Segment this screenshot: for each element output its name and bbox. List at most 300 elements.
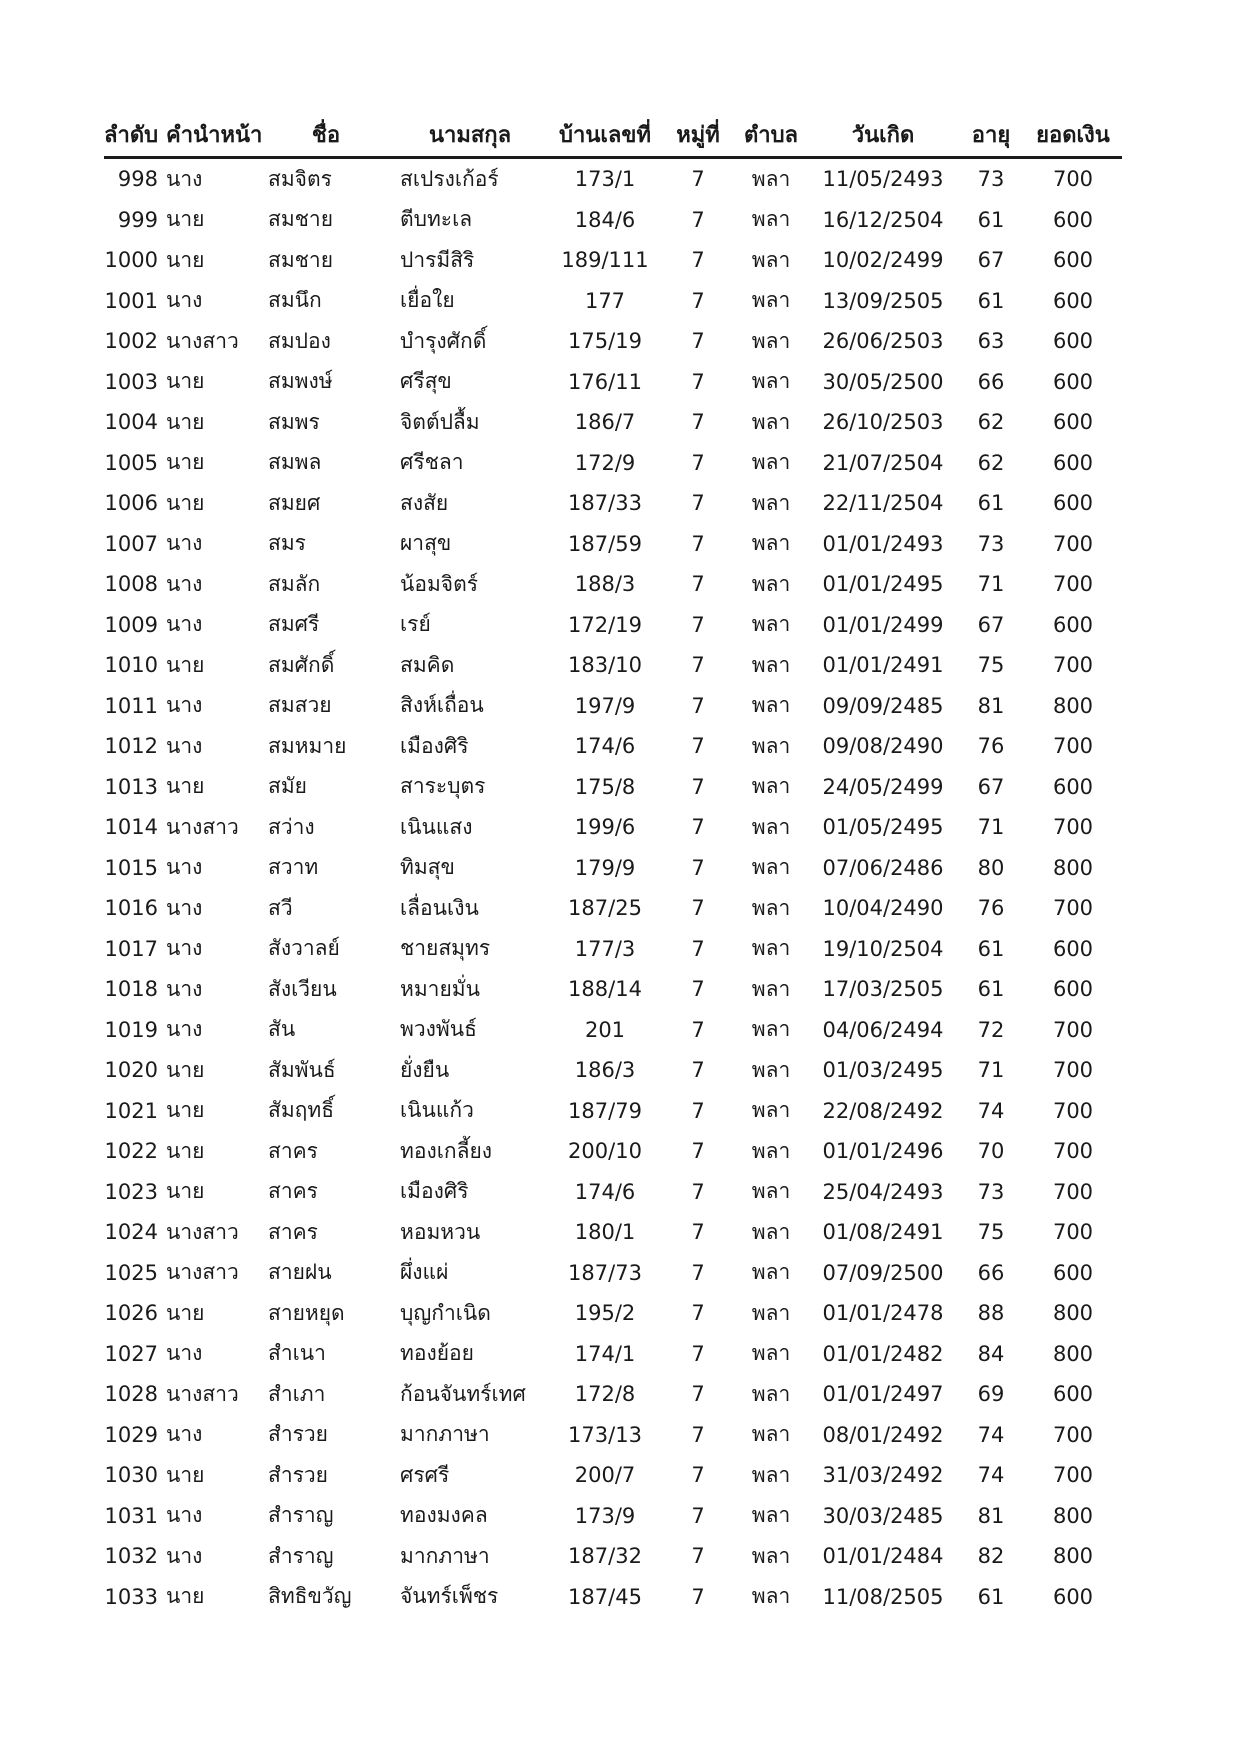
cell-last-name: ก้อนจันทร์เทศ — [400, 1381, 526, 1406]
cell-first-name: สวี — [268, 895, 293, 920]
cell-amount: 700 — [1052, 734, 1094, 759]
cell-last-name: ชายสมุทร — [400, 936, 491, 961]
cell-house-number: 174/6 — [574, 1179, 636, 1204]
cell-no: 1026 — [104, 1301, 158, 1326]
cell-moo: 7 — [691, 1220, 705, 1245]
cell-title: นาง — [166, 288, 203, 313]
cell-house-number: 188/3 — [574, 572, 636, 597]
cell-age: 81 — [977, 693, 1005, 718]
cell-moo: 7 — [691, 612, 705, 637]
cell-birth-date: 01/03/2495 — [822, 1058, 944, 1083]
cell-no: 1029 — [104, 1422, 158, 1447]
cell-moo: 7 — [691, 896, 705, 921]
cell-tambon: พลา — [751, 1543, 791, 1568]
cell-birth-date: 11/05/2493 — [822, 167, 944, 192]
cell-last-name: ตีบทะเล — [400, 207, 473, 232]
cell-first-name: สัน — [268, 1017, 296, 1042]
cell-birth-date: 22/11/2504 — [822, 491, 944, 516]
cell-no: 1016 — [104, 896, 158, 921]
cell-no: 1005 — [104, 450, 158, 475]
cell-moo: 7 — [691, 1382, 705, 1407]
cell-last-name: สงสัย — [400, 490, 449, 515]
cell-birth-date: 10/04/2490 — [822, 896, 944, 921]
table-row — [104, 807, 1122, 848]
cell-first-name: สมัย — [268, 774, 307, 799]
cell-moo: 7 — [691, 1139, 705, 1164]
cell-age: 73 — [977, 167, 1005, 192]
header-last-name: นามสกุล — [392, 112, 548, 158]
cell-amount: 700 — [1052, 531, 1094, 556]
cell-no: 1024 — [104, 1220, 158, 1245]
table-row — [104, 443, 1122, 484]
cell-birth-date: 07/06/2486 — [822, 855, 944, 880]
cell-no: 1031 — [104, 1503, 158, 1528]
cell-birth-date: 01/01/2482 — [822, 1341, 944, 1366]
cell-amount: 700 — [1052, 572, 1094, 597]
cell-moo: 7 — [691, 1584, 705, 1609]
cell-moo: 7 — [691, 450, 705, 475]
cell-no: 1003 — [104, 369, 158, 394]
cell-moo: 7 — [691, 855, 705, 880]
cell-first-name: สำเภา — [268, 1381, 326, 1406]
cell-first-name: สมหมาย — [268, 733, 347, 758]
cell-age: 71 — [977, 815, 1005, 840]
cell-amount: 700 — [1052, 1220, 1094, 1245]
cell-last-name: หอมหวน — [400, 1219, 481, 1244]
cell-tambon: พลา — [751, 652, 791, 677]
cell-amount: 700 — [1052, 1139, 1094, 1164]
cell-last-name: เนินแก้ว — [400, 1098, 474, 1123]
cell-house-number: 175/19 — [568, 329, 642, 354]
cell-amount: 700 — [1052, 1017, 1094, 1042]
cell-first-name: สมจิตร — [268, 166, 332, 191]
cell-first-name: สมลัก — [268, 571, 321, 596]
cell-tambon: พลา — [751, 733, 791, 758]
cell-tambon: พลา — [751, 288, 791, 313]
cell-first-name: สายหยุด — [268, 1300, 345, 1325]
cell-title: นาง — [166, 166, 203, 191]
cell-amount: 600 — [1052, 207, 1094, 232]
cell-house-number: 187/25 — [568, 896, 642, 921]
cell-tambon: พลา — [751, 895, 791, 920]
cell-first-name: สังวาลย์ — [268, 936, 340, 961]
cell-title: นางสาว — [166, 1219, 239, 1244]
header-row — [104, 112, 1122, 158]
cell-moo: 7 — [691, 1301, 705, 1326]
cell-tambon: พลา — [751, 1219, 791, 1244]
cell-tambon: พลา — [751, 1017, 791, 1042]
cell-tambon: พลา — [751, 571, 791, 596]
cell-age: 73 — [977, 1179, 1005, 1204]
cell-title: นาง — [166, 693, 203, 718]
cell-birth-date: 01/01/2493 — [822, 531, 944, 556]
cell-age: 80 — [977, 855, 1005, 880]
cell-tambon: พลา — [751, 369, 791, 394]
cell-moo: 7 — [691, 1098, 705, 1123]
cell-house-number: 172/19 — [568, 612, 642, 637]
cell-birth-date: 26/10/2503 — [822, 410, 944, 435]
header-age: อายุ — [958, 112, 1024, 158]
cell-age: 76 — [977, 734, 1005, 759]
cell-age: 67 — [977, 774, 1005, 799]
cell-no: 1015 — [104, 855, 158, 880]
table-row — [104, 605, 1122, 646]
cell-no: 1025 — [104, 1260, 158, 1285]
cell-title: นางสาว — [166, 328, 239, 353]
header-first-name: ชื่อ — [260, 112, 392, 158]
header-house-number: บ้านเลขที่ — [548, 112, 662, 158]
cell-moo: 7 — [691, 936, 705, 961]
cell-birth-date: 08/01/2492 — [822, 1422, 944, 1447]
cell-amount: 600 — [1052, 774, 1094, 799]
cell-amount: 600 — [1052, 329, 1094, 354]
cell-last-name: มากภาษา — [400, 1422, 490, 1447]
cell-house-number: 183/10 — [568, 653, 642, 678]
cell-amount: 600 — [1052, 936, 1094, 961]
cell-amount: 600 — [1052, 288, 1094, 313]
cell-first-name: สมศรี — [268, 612, 320, 637]
table-row — [104, 1253, 1122, 1294]
cell-title: นาง — [166, 1341, 203, 1366]
table-row — [104, 200, 1122, 241]
cell-last-name: ศรศรี — [400, 1462, 450, 1487]
cell-last-name: ยั่งยืน — [400, 1057, 450, 1082]
cell-amount: 700 — [1052, 896, 1094, 921]
cell-last-name: เมืองศิริ — [400, 1179, 469, 1204]
cell-no: 1033 — [104, 1584, 158, 1609]
table-row — [104, 362, 1122, 403]
cell-last-name: ทองมงคล — [400, 1503, 488, 1528]
cell-no: 1022 — [104, 1139, 158, 1164]
cell-moo: 7 — [691, 1017, 705, 1042]
cell-tambon: พลา — [751, 247, 791, 272]
cell-tambon: พลา — [751, 693, 791, 718]
cell-no: 999 — [117, 207, 158, 232]
cell-house-number: 186/3 — [574, 1058, 636, 1083]
cell-last-name: ปารมีสิริ — [400, 247, 475, 272]
cell-birth-date: 01/05/2495 — [822, 815, 944, 840]
cell-birth-date: 07/09/2500 — [822, 1260, 944, 1285]
cell-amount: 700 — [1052, 815, 1094, 840]
cell-house-number: 187/73 — [568, 1260, 642, 1285]
cell-house-number: 187/79 — [568, 1098, 642, 1123]
cell-title: นาย — [166, 774, 205, 799]
cell-title: นาย — [166, 409, 205, 434]
cell-no: 998 — [117, 167, 158, 192]
cell-tambon: พลา — [751, 1422, 791, 1447]
cell-birth-date: 26/06/2503 — [822, 329, 944, 354]
cell-moo: 7 — [691, 531, 705, 556]
cell-last-name: เลื่อนเงิน — [400, 895, 479, 920]
cell-house-number: 177/3 — [574, 936, 636, 961]
cell-last-name: หมายมั่น — [400, 976, 480, 1001]
cell-age: 74 — [977, 1422, 1005, 1447]
cell-title: นางสาว — [166, 1260, 239, 1285]
table-body — [104, 158, 1122, 1618]
cell-first-name: สมพงษ์ — [268, 369, 333, 394]
cell-house-number: 201 — [584, 1017, 626, 1042]
cell-title: นางสาว — [166, 814, 239, 839]
cell-first-name: สำราญ — [268, 1503, 334, 1528]
cell-tambon: พลา — [751, 1503, 791, 1528]
cell-birth-date: 01/08/2491 — [822, 1220, 944, 1245]
cell-moo: 7 — [691, 491, 705, 516]
cell-house-number: 187/32 — [568, 1544, 642, 1569]
cell-first-name: สัมพันธ์ — [268, 1057, 336, 1082]
cell-no: 1001 — [104, 288, 158, 313]
cell-house-number: 197/9 — [574, 693, 636, 718]
cell-house-number: 175/8 — [574, 774, 636, 799]
cell-moo: 7 — [691, 1463, 705, 1488]
cell-last-name: ศรีสุข — [400, 369, 452, 394]
table-row — [104, 767, 1122, 808]
cell-birth-date: 10/02/2499 — [822, 248, 944, 273]
cell-tambon: พลา — [751, 1462, 791, 1487]
cell-last-name: สเปรงเก้อร์ — [400, 166, 499, 191]
cell-no: 1023 — [104, 1179, 158, 1204]
cell-amount: 600 — [1052, 410, 1094, 435]
cell-last-name: เยื่อใย — [400, 288, 455, 313]
cell-moo: 7 — [691, 815, 705, 840]
cell-age: 74 — [977, 1098, 1005, 1123]
cell-tambon: พลา — [751, 328, 791, 353]
header-no: ลำดับ — [104, 112, 166, 158]
cell-first-name: สวาท — [268, 855, 319, 880]
table-row — [104, 483, 1122, 524]
cell-moo: 7 — [691, 1544, 705, 1569]
cell-title: นาง — [166, 976, 203, 1001]
cell-last-name: บำรุงศักดิ์ — [400, 328, 487, 353]
cell-amount: 700 — [1052, 167, 1094, 192]
cell-tambon: พลา — [751, 774, 791, 799]
cell-title: นาย — [166, 1138, 205, 1163]
cell-title: นาย — [166, 1462, 205, 1487]
cell-tambon: พลา — [751, 855, 791, 880]
cell-last-name: ผาสุข — [400, 531, 452, 556]
cell-last-name: ทองเกลี้ยง — [400, 1138, 493, 1163]
cell-birth-date: 21/07/2504 — [822, 450, 944, 475]
cell-house-number: 200/10 — [568, 1139, 642, 1164]
cell-age: 71 — [977, 572, 1005, 597]
cell-moo: 7 — [691, 1058, 705, 1083]
cell-tambon: พลา — [751, 207, 791, 232]
cell-age: 67 — [977, 248, 1005, 273]
cell-age: 69 — [977, 1382, 1005, 1407]
cell-title: นาย — [166, 1584, 205, 1609]
cell-amount: 600 — [1052, 1584, 1094, 1609]
cell-last-name: สมคิด — [400, 652, 455, 677]
cell-title: นาย — [166, 1057, 205, 1082]
cell-birth-date: 01/01/2497 — [822, 1382, 944, 1407]
elderly-allowance-table — [104, 112, 1122, 1617]
cell-age: 72 — [977, 1017, 1005, 1042]
header-tambon: ตำบล — [734, 112, 808, 158]
cell-moo: 7 — [691, 693, 705, 718]
cell-age: 66 — [977, 369, 1005, 394]
table-row — [104, 1536, 1122, 1577]
cell-age: 63 — [977, 329, 1005, 354]
table-row — [104, 1050, 1122, 1091]
cell-title: นาย — [166, 490, 205, 515]
cell-tambon: พลา — [751, 814, 791, 839]
cell-tambon: พลา — [751, 1057, 791, 1082]
cell-birth-date: 25/04/2493 — [822, 1179, 944, 1204]
cell-house-number: 177 — [584, 288, 626, 313]
header-birth-date: วันเกิด — [808, 112, 958, 158]
cell-age: 61 — [977, 1584, 1005, 1609]
cell-amount: 800 — [1052, 1341, 1094, 1366]
cell-tambon: พลา — [751, 531, 791, 556]
cell-last-name: จิตต์ปลื้ม — [400, 409, 480, 434]
cell-house-number: 188/14 — [568, 977, 642, 1002]
cell-age: 88 — [977, 1301, 1005, 1326]
cell-tambon: พลา — [751, 450, 791, 475]
cell-house-number: 195/2 — [574, 1301, 636, 1326]
cell-amount: 700 — [1052, 653, 1094, 678]
cell-first-name: สำราญ — [268, 1543, 334, 1568]
cell-no: 1011 — [104, 693, 158, 718]
cell-last-name: เรย์ — [400, 612, 431, 637]
cell-title: นาง — [166, 733, 203, 758]
table-row — [104, 1334, 1122, 1375]
cell-title: นาย — [166, 369, 205, 394]
cell-first-name: สายฝน — [268, 1260, 332, 1285]
cell-amount: 800 — [1052, 693, 1094, 718]
cell-amount: 600 — [1052, 612, 1094, 637]
cell-moo: 7 — [691, 1341, 705, 1366]
cell-no: 1013 — [104, 774, 158, 799]
cell-title: นาย — [166, 1300, 205, 1325]
cell-no: 1028 — [104, 1382, 158, 1407]
table-row — [104, 564, 1122, 605]
cell-no: 1020 — [104, 1058, 158, 1083]
cell-amount: 600 — [1052, 1382, 1094, 1407]
cell-title: นางสาว — [166, 1381, 239, 1406]
cell-first-name: สว่าง — [268, 814, 315, 839]
cell-no: 1000 — [104, 248, 158, 273]
cell-birth-date: 01/01/2499 — [822, 612, 944, 637]
cell-first-name: สำเนา — [268, 1341, 326, 1366]
cell-tambon: พลา — [751, 490, 791, 515]
cell-title: นาง — [166, 531, 203, 556]
cell-age: 74 — [977, 1463, 1005, 1488]
cell-no: 1014 — [104, 815, 158, 840]
cell-no: 1010 — [104, 653, 158, 678]
cell-first-name: สมร — [268, 531, 306, 556]
table-row — [104, 524, 1122, 565]
cell-first-name: สมชาย — [268, 247, 334, 272]
cell-title: นาย — [166, 652, 205, 677]
cell-moo: 7 — [691, 248, 705, 273]
cell-house-number: 186/7 — [574, 410, 636, 435]
cell-birth-date: 19/10/2504 — [822, 936, 944, 961]
cell-amount: 600 — [1052, 1260, 1094, 1285]
cell-amount: 600 — [1052, 248, 1094, 273]
cell-title: นาง — [166, 1422, 203, 1447]
cell-first-name: สำรวย — [268, 1422, 328, 1447]
cell-tambon: พลา — [751, 1300, 791, 1325]
cell-age: 81 — [977, 1503, 1005, 1528]
cell-amount: 800 — [1052, 1301, 1094, 1326]
cell-last-name: เมืองศิริ — [400, 733, 469, 758]
cell-last-name: มากภาษา — [400, 1543, 490, 1568]
cell-house-number: 173/9 — [574, 1503, 636, 1528]
cell-moo: 7 — [691, 207, 705, 232]
cell-birth-date: 09/08/2490 — [822, 734, 944, 759]
table-row — [104, 240, 1122, 281]
cell-last-name: สิงห์เถื่อน — [400, 693, 484, 718]
table-row — [104, 1455, 1122, 1496]
cell-amount: 600 — [1052, 450, 1094, 475]
cell-moo: 7 — [691, 977, 705, 1002]
cell-age: 66 — [977, 1260, 1005, 1285]
cell-amount: 800 — [1052, 855, 1094, 880]
table-row — [104, 888, 1122, 929]
cell-house-number: 184/6 — [574, 207, 636, 232]
cell-birth-date: 01/01/2491 — [822, 653, 944, 678]
cell-last-name: จันทร์เพ็ชร — [400, 1584, 499, 1609]
cell-moo: 7 — [691, 1422, 705, 1447]
cell-age: 61 — [977, 936, 1005, 961]
cell-first-name: สำรวย — [268, 1462, 328, 1487]
cell-birth-date: 01/01/2496 — [822, 1139, 944, 1164]
cell-age: 71 — [977, 1058, 1005, 1083]
table-row — [104, 1091, 1122, 1132]
cell-age: 61 — [977, 491, 1005, 516]
cell-last-name: เนินแสง — [400, 814, 473, 839]
table-row — [104, 402, 1122, 443]
header-title: คำนำหน้า — [166, 112, 260, 158]
table-row — [104, 321, 1122, 362]
table-row — [104, 1293, 1122, 1334]
cell-age: 61 — [977, 288, 1005, 313]
cell-moo: 7 — [691, 369, 705, 394]
cell-birth-date: 30/05/2500 — [822, 369, 944, 394]
cell-age: 73 — [977, 531, 1005, 556]
cell-title: นาง — [166, 612, 203, 637]
table-row — [104, 1010, 1122, 1051]
header-amount: ยอดเงิน — [1024, 112, 1122, 158]
cell-last-name: ทองย้อย — [400, 1341, 474, 1366]
cell-tambon: พลา — [751, 1098, 791, 1123]
table-row — [104, 1172, 1122, 1213]
cell-tambon: พลา — [751, 166, 791, 191]
cell-house-number: 187/45 — [568, 1584, 642, 1609]
cell-amount: 800 — [1052, 1544, 1094, 1569]
cell-age: 84 — [977, 1341, 1005, 1366]
cell-house-number: 176/11 — [568, 369, 642, 394]
table-row — [104, 1374, 1122, 1415]
cell-birth-date: 30/03/2485 — [822, 1503, 944, 1528]
cell-amount: 700 — [1052, 1422, 1094, 1447]
cell-tambon: พลา — [751, 936, 791, 961]
cell-first-name: สาคร — [268, 1179, 318, 1204]
cell-age: 75 — [977, 653, 1005, 678]
cell-first-name: สัมฤทธิ์ — [268, 1098, 335, 1123]
cell-last-name: น้อมจิตร์ — [400, 571, 479, 596]
cell-house-number: 187/33 — [568, 491, 642, 516]
cell-amount: 600 — [1052, 491, 1094, 516]
cell-title: นาย — [166, 450, 205, 475]
cell-no: 1008 — [104, 572, 158, 597]
cell-age: 82 — [977, 1544, 1005, 1569]
cell-tambon: พลา — [751, 976, 791, 1001]
cell-house-number: 174/6 — [574, 734, 636, 759]
cell-title: นาง — [166, 1543, 203, 1568]
table-row — [104, 929, 1122, 970]
cell-no: 1009 — [104, 612, 158, 637]
cell-birth-date: 13/09/2505 — [822, 288, 944, 313]
